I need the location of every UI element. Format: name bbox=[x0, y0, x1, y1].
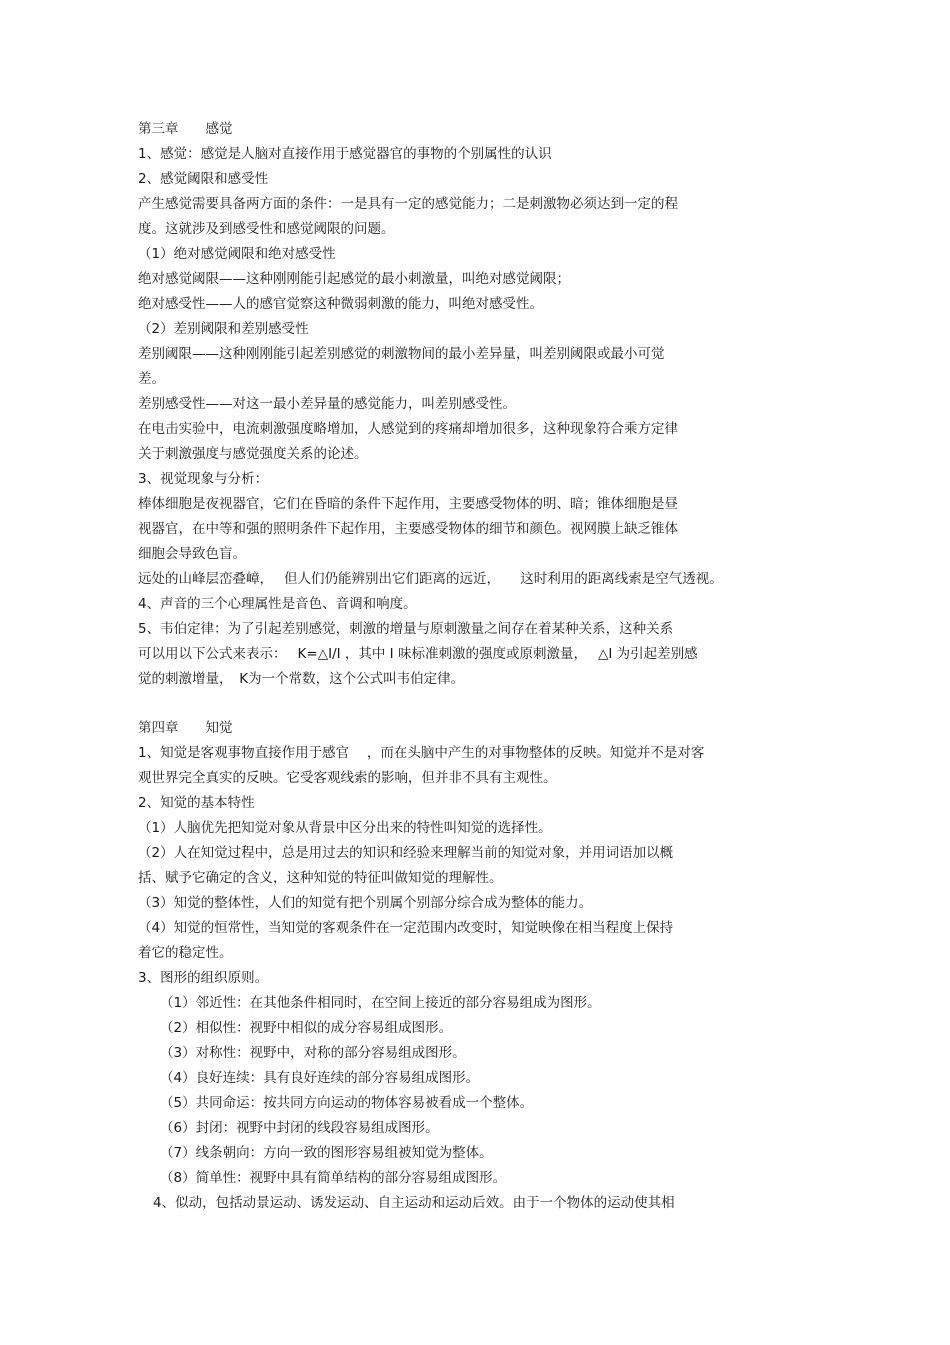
principle-item: （8）简单性：视野中具有简单结构的部分容易组成图形。 bbox=[160, 1170, 507, 1186]
paragraph-line: 关于刺激强度与感觉强度关系的论述。 bbox=[138, 446, 368, 462]
paragraph-line: （2）人在知觉过程中，总是用过去的知识和经验来理解当前的知觉对象，并用词语加以概 bbox=[138, 845, 674, 861]
paragraph-line: 棒体细胞是夜视器官，它们在昏暗的条件下起作用，主要感受物体的明、暗；锥体细胞是昼 bbox=[138, 496, 678, 512]
paragraph-line: 远处的山峰层峦叠嶂， 但人们仍能辨别出它们距离的远近， 这时利用的距离线索是空气透视。 bbox=[138, 571, 723, 587]
paragraph-line: 绝对感觉阈限——这种刚刚能引起感觉的最小刺激量，叫绝对感觉阈限； bbox=[138, 271, 570, 287]
chapter-3-title: 第三章 感觉 bbox=[138, 121, 233, 137]
principle-item: （6）封闭：视野中封闭的线段容易组成图形。 bbox=[160, 1120, 439, 1136]
principle-item: （2）相似性：视野中相似的成分容易组成图形。 bbox=[160, 1020, 453, 1036]
principle-item: （7）线条朝向：方向一致的图形容易组被知觉为整体。 bbox=[160, 1145, 493, 1161]
paragraph-line: 2、感觉阈限和感受性 bbox=[138, 171, 269, 187]
paragraph-line: 观世界完全真实的反映。它受客观线索的影响，但并非不具有主观性。 bbox=[138, 770, 557, 786]
paragraph-line: 2、知觉的基本特性 bbox=[138, 795, 255, 811]
paragraph-line: 绝对感受性——人的感官觉察这种微弱刺激的能力，叫绝对感受性。 bbox=[138, 296, 543, 312]
paragraph-line: 觉的刺激增量， K为一个常数，这个公式叫韦伯定律。 bbox=[138, 671, 465, 687]
paragraph-line: 度。这就涉及到感受性和感觉阈限的问题。 bbox=[138, 221, 395, 237]
principle-item: （4）良好连续：具有良好连续的部分容易组成图形。 bbox=[160, 1070, 480, 1086]
paragraph-line: 差别感受性——对这一最小差异量的感觉能力，叫差别感受性。 bbox=[138, 396, 516, 412]
paragraph-line: （3）知觉的整体性，人们的知觉有把个别属个别部分综合成为整体的能力。 bbox=[138, 895, 593, 911]
paragraph-line: 差。 bbox=[138, 371, 165, 387]
paragraph-line: 着它的稳定性。 bbox=[138, 945, 233, 961]
principle-item: （5）共同命运：按共同方向运动的物体容易被看成一个整体。 bbox=[160, 1095, 534, 1111]
paragraph-line: 4、声音的三个心理属性是音色、音调和响度。 bbox=[138, 596, 417, 612]
chapter-4-title: 第四章 知觉 bbox=[138, 720, 233, 736]
paragraph-line: 3、图形的组织原则。 bbox=[138, 970, 269, 986]
principle-item: （1）邻近性：在其他条件相同时，在空间上接近的部分容易组成为图形。 bbox=[160, 995, 601, 1011]
principle-item: （3）对称性：视野中，对称的部分容易组成图形。 bbox=[160, 1045, 466, 1061]
paragraph-line: 5、韦伯定律：为了引起差别感觉，刺激的增量与原刺激量之间存在着某种关系，这种关系 bbox=[138, 621, 674, 637]
paragraph-line: 视器官，在中等和强的照明条件下起作用，主要感受物体的细节和颜色。视网膜上缺乏锥体 bbox=[138, 521, 678, 537]
paragraph-line: （4）知觉的恒常性，当知觉的客观条件在一定范围内改变时，知觉映像在相当程度上保持 bbox=[138, 920, 674, 936]
paragraph-line: （2）差别阈限和差别感受性 bbox=[138, 321, 309, 337]
paragraph-line: 3、视觉现象与分析： bbox=[138, 471, 269, 487]
paragraph-line: 括、赋予它确定的含义，这种知觉的特征叫做知觉的理解性。 bbox=[138, 870, 503, 886]
paragraph-line: （1）绝对感觉阈限和绝对感受性 bbox=[138, 246, 336, 262]
paragraph-line: 1、感觉：感觉是人脑对直接作用于感觉器官的事物的个别属性的认识 bbox=[138, 146, 552, 162]
paragraph-line: 可以用以下公式来表示： K=△I/I ，其中 I 味标准刺激的强度或原刺激量， △I 为引起差别感 bbox=[138, 646, 698, 662]
paragraph-line: 1、知觉是客观事物直接作用于感官 ，而在头脑中产生的对事物整体的反映。知觉并不是对客 bbox=[138, 745, 705, 761]
paragraph-line: 产生感觉需要具备两方面的条件：一是具有一定的感觉能力；二是刺激物必须达到一定的程 bbox=[138, 196, 678, 212]
paragraph-line: 4、似动，包括动景运动、诱发运动、自主运动和运动后效。由于一个物体的运动使其相 bbox=[153, 1195, 675, 1211]
paragraph-line: 在电击实验中，电流刺激强度略增加，人感觉到的疼痛却增加很多，这种现象符合乘方定律 bbox=[138, 421, 678, 437]
paragraph-line: （1）人脑优先把知觉对象从背景中区分出来的特性叫知觉的选择性。 bbox=[138, 820, 552, 836]
paragraph-line: 差别阈限——这种刚刚能引起差别感觉的刺激物间的最小差异量，叫差别阈限或最小可觉 bbox=[138, 346, 665, 362]
paragraph-line: 细胞会导致色盲。 bbox=[138, 546, 246, 562]
